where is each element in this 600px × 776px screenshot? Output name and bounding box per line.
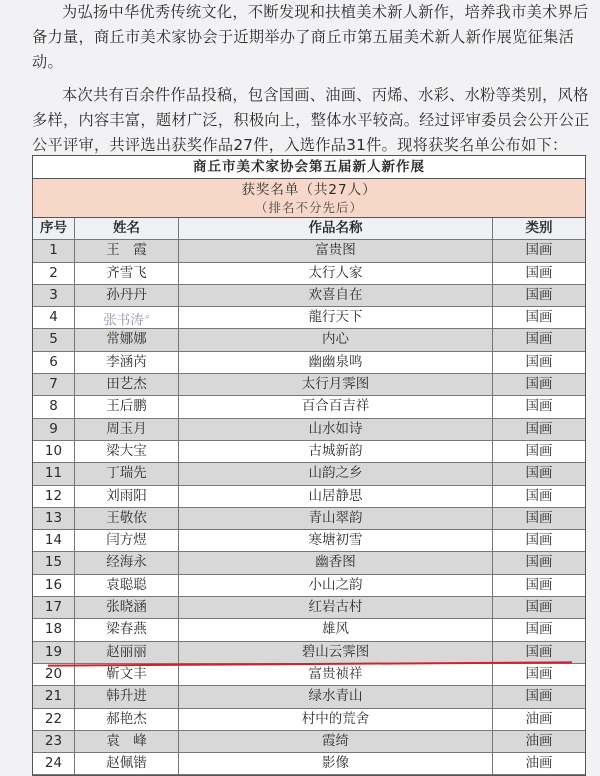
intro-paragraph-2: 本次共有百余件作品投稿，包含国画、油画、丙烯、水彩、水粉等类别，风格多样，内容丰富，题材广泛，积极向上，整体水平较高。经过评审委员会公开公正公平评审，共评选出获奖作品27件，入选作品31件。现将获奖名单公布如下： <box>32 86 590 154</box>
row-work-title: 富贵祯祥 <box>179 664 493 685</box>
table-row <box>33 686 585 708</box>
row-category: 国画 <box>525 309 553 326</box>
row-work-title: 内心 <box>179 329 493 350</box>
row-number: 24 <box>33 753 75 774</box>
row-number: 15 <box>33 552 75 573</box>
table-row <box>33 374 585 396</box>
row-work-title: 太行月霁图 <box>179 374 493 395</box>
row-work-title: 山居静思 <box>179 486 493 507</box>
row-number: 17 <box>33 597 75 618</box>
row-name: 丁瑞先 <box>75 463 179 484</box>
header-category: 类别 <box>525 220 553 236</box>
row-category: 国画 <box>525 420 553 437</box>
row-name: 赵佩锴 <box>75 753 179 774</box>
table-title: 商丘市美术家协会第五届新人新作展 <box>33 156 585 179</box>
row-number: 23 <box>33 731 75 752</box>
row-work-title: 雄风 <box>179 619 493 640</box>
row-work-title: 村中的荒舍 <box>179 709 493 730</box>
table-row <box>33 709 585 731</box>
row-number: 9 <box>33 419 75 440</box>
row-work-title: 碧山云霁图 <box>179 642 493 663</box>
row-number: 11 <box>33 463 75 484</box>
row-number: 10 <box>33 441 75 462</box>
table-row <box>33 307 585 329</box>
row-name[interactable] <box>75 307 179 328</box>
row-number: 22 <box>33 709 75 730</box>
row-category: 国画 <box>525 487 553 504</box>
intro-paragraph-1: 为弘扬中华优秀传统文化，不断发现和扶植美术新人新作，培养我市美术界后备力量，商丘市美术家协会于近期举办了商丘市第五届美术新人新作展览征集活动。 <box>32 3 589 71</box>
row-category: 国画 <box>525 331 553 348</box>
row-category: 国画 <box>525 442 553 459</box>
row-name: 张晓涵 <box>75 597 179 618</box>
row-number: 7 <box>33 374 75 395</box>
table-row <box>33 240 585 262</box>
row-category: 国画 <box>525 242 553 259</box>
row-work-title: 太行人家 <box>179 263 493 284</box>
row-category: 国画 <box>525 509 553 526</box>
row-category: 国画 <box>525 643 553 660</box>
row-category: 国画 <box>525 465 553 482</box>
row-number: 19 <box>33 642 75 663</box>
row-name: 周玉月 <box>75 419 179 440</box>
row-number: 6 <box>33 352 75 373</box>
table-row <box>33 619 585 641</box>
row-name: 袁 峰 <box>75 731 179 752</box>
row-name: 王 霞 <box>75 240 179 261</box>
row-name: 齐雪飞 <box>75 263 179 284</box>
table-row <box>33 463 585 485</box>
row-work-title: 霞绮 <box>179 731 493 752</box>
row-category: 国画 <box>525 398 553 415</box>
row-work-title: 寒塘初雪 <box>179 530 493 551</box>
row-work-title: 红岩古村 <box>179 597 493 618</box>
intro-text <box>32 0 590 158</box>
row-work-title: 影像 <box>179 753 493 774</box>
row-name: 郝艳杰 <box>75 709 179 730</box>
award-table <box>32 155 586 776</box>
row-category: 油画 <box>525 710 553 727</box>
row-number: 18 <box>33 619 75 640</box>
row-work-title: 青山翠韵 <box>179 508 493 529</box>
row-category: 国画 <box>525 264 553 281</box>
table-row <box>33 642 585 664</box>
table-row <box>33 396 585 418</box>
search-icon[interactable]: ⌕ <box>144 312 150 323</box>
row-name: 刘雨阳 <box>75 486 179 507</box>
row-name: 李涵芮 <box>75 352 179 373</box>
row-name: 孙丹丹 <box>75 285 179 306</box>
row-number: 2 <box>33 263 75 284</box>
row-number: 16 <box>33 575 75 596</box>
row-work-title: 欢喜自在 <box>179 285 493 306</box>
row-number: 13 <box>33 508 75 529</box>
row-name: 王后鹏 <box>75 396 179 417</box>
table-row <box>33 597 585 619</box>
row-number: 14 <box>33 530 75 551</box>
table-row <box>33 419 585 441</box>
table-subtitle: 获奖名单（共27人） <box>241 182 377 198</box>
table-row <box>33 731 585 753</box>
row-work-title: 山韵之乡 <box>179 463 493 484</box>
row-work-title: 绿水青山 <box>179 686 493 707</box>
row-work-title: 幽香图 <box>179 552 493 573</box>
row-category: 国画 <box>525 576 553 593</box>
row-name: 韩升进 <box>75 686 179 707</box>
row-category: 国画 <box>525 599 553 616</box>
table-row <box>33 664 585 686</box>
table-banner <box>33 179 585 218</box>
row-name: 常娜娜 <box>75 329 179 350</box>
row-name: 田艺杰 <box>75 374 179 395</box>
row-name: 袁聪聪 <box>75 575 179 596</box>
row-name: 闫方煜 <box>75 530 179 551</box>
row-work-title: 百合百吉祥 <box>179 396 493 417</box>
row-category: 油画 <box>525 732 553 749</box>
row-work-title: 古城新韵 <box>179 441 493 462</box>
table-row <box>33 575 585 597</box>
table-header-row <box>33 218 585 240</box>
row-number: 8 <box>33 396 75 417</box>
row-name: 经海永 <box>75 552 179 573</box>
row-work-title: 山水如诗 <box>179 419 493 440</box>
row-number: 1 <box>33 240 75 261</box>
row-number: 5 <box>33 329 75 350</box>
row-name: 王敬依 <box>75 508 179 529</box>
header-name: 姓名 <box>75 218 179 239</box>
row-name-link[interactable]: 张书涛 <box>103 312 144 329</box>
row-category: 国画 <box>525 376 553 393</box>
row-number: 12 <box>33 486 75 507</box>
row-work-title: 龍行天下 <box>179 307 493 328</box>
row-category: 国画 <box>525 688 553 705</box>
table-row <box>33 530 585 552</box>
row-category: 国画 <box>525 665 553 682</box>
table-row <box>33 263 585 285</box>
table-row <box>33 441 585 463</box>
row-work-title: 小山之韵 <box>179 575 493 596</box>
row-number: 4 <box>33 307 75 328</box>
row-category: 国画 <box>525 353 553 370</box>
table-row <box>33 486 585 508</box>
row-name: 梁大宝 <box>75 441 179 462</box>
row-category: 国画 <box>525 286 553 303</box>
row-number: 20 <box>33 664 75 685</box>
table-row <box>33 508 585 530</box>
row-name: 赵丽丽 <box>75 642 179 663</box>
table-row <box>33 753 585 775</box>
table-row <box>33 329 585 351</box>
row-category: 油画 <box>525 755 553 772</box>
row-category: 国画 <box>525 532 553 549</box>
table-body <box>33 240 585 775</box>
table-row <box>33 285 585 307</box>
row-category: 国画 <box>525 621 553 638</box>
row-number: 3 <box>33 285 75 306</box>
row-name: 靳文丰 <box>75 664 179 685</box>
row-work-title: 幽幽泉鸣 <box>179 352 493 373</box>
table-row <box>33 352 585 374</box>
row-number: 21 <box>33 686 75 707</box>
table-row <box>33 552 585 574</box>
row-name: 梁春燕 <box>75 619 179 640</box>
header-no: 序号 <box>33 218 75 239</box>
header-work: 作品名称 <box>179 218 493 239</box>
table-note: （排名不分先后） <box>254 200 363 215</box>
row-category: 国画 <box>525 554 553 571</box>
row-work-title: 富贵图 <box>179 240 493 261</box>
